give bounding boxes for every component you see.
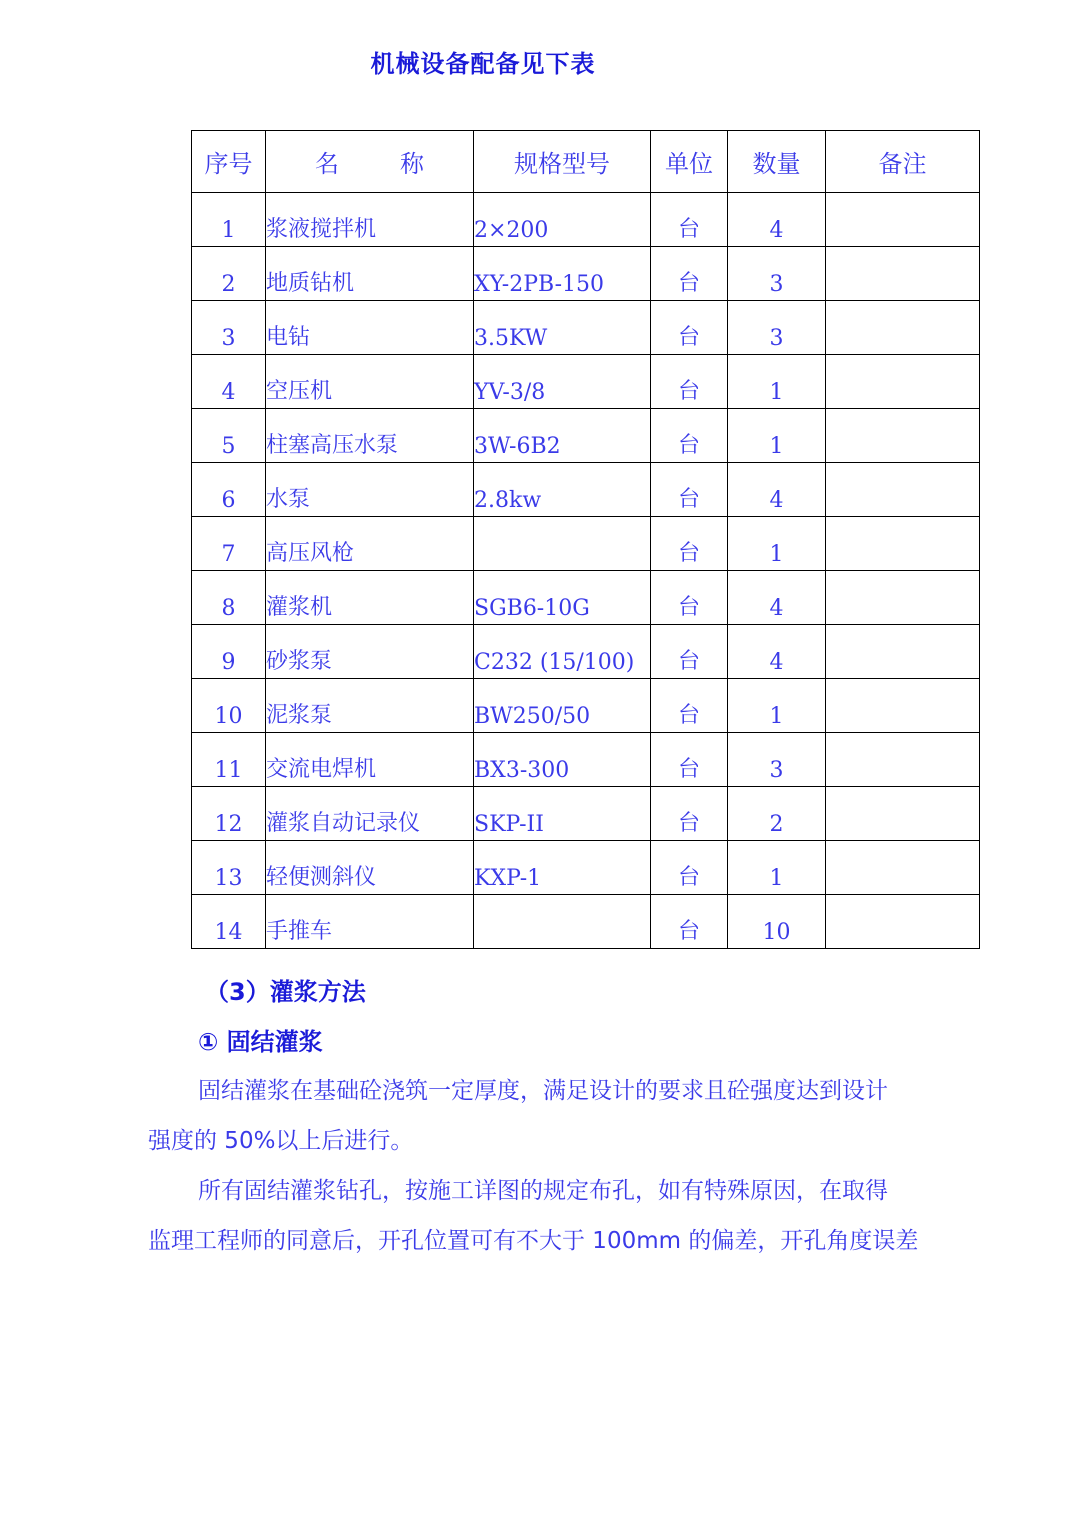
table-row bbox=[192, 787, 980, 841]
cell-no: 13 bbox=[192, 841, 266, 895]
table-row bbox=[192, 733, 980, 787]
paragraph-2-line-2: 监理工程师的同意后，开孔位置可有不大于 100mm 的偏差，开孔角度误差 bbox=[148, 1228, 919, 1254]
table-row bbox=[192, 895, 980, 949]
cell-no: 8 bbox=[192, 571, 266, 625]
table-row bbox=[192, 571, 980, 625]
table-row bbox=[192, 679, 980, 733]
cell-qty: 1 bbox=[728, 841, 826, 895]
cell-no: 3 bbox=[192, 301, 266, 355]
cell-spec: XY-2PB-150 bbox=[474, 247, 651, 301]
cell-qty: 1 bbox=[728, 355, 826, 409]
cell-unit: 台 bbox=[651, 841, 728, 895]
cell-name: 高压风枪 bbox=[266, 517, 474, 571]
table-row bbox=[192, 841, 980, 895]
cell-name: 泥浆泵 bbox=[266, 679, 474, 733]
cell-note bbox=[826, 895, 980, 949]
section-subheading: ① 固结灌浆 bbox=[198, 1028, 323, 1056]
cell-qty: 4 bbox=[728, 193, 826, 247]
cell-note bbox=[826, 409, 980, 463]
cell-name: 轻便测斜仪 bbox=[266, 841, 474, 895]
cell-qty: 2 bbox=[728, 787, 826, 841]
paragraph-1 bbox=[148, 1066, 948, 1166]
cell-name: 砂浆泵 bbox=[266, 625, 474, 679]
cell-note bbox=[826, 679, 980, 733]
cell-spec: SGB6-10G bbox=[474, 571, 651, 625]
cell-note bbox=[826, 625, 980, 679]
cell-name: 交流电焊机 bbox=[266, 733, 474, 787]
paragraph-1-line-2: 强度的 50%以上后进行。 bbox=[148, 1128, 414, 1154]
cell-spec: BX3-300 bbox=[474, 733, 651, 787]
cell-unit: 台 bbox=[651, 247, 728, 301]
cell-unit: 台 bbox=[651, 463, 728, 517]
cell-qty: 1 bbox=[728, 517, 826, 571]
cell-spec: 2.8kw bbox=[474, 463, 651, 517]
cell-qty: 1 bbox=[728, 679, 826, 733]
cell-spec: YV-3/8 bbox=[474, 355, 651, 409]
cell-name: 电钻 bbox=[266, 301, 474, 355]
page-title: 机械设备配备见下表 bbox=[370, 50, 596, 78]
header-name: 名 称 bbox=[266, 131, 474, 193]
cell-qty: 3 bbox=[728, 733, 826, 787]
paragraph-2 bbox=[148, 1166, 948, 1266]
table-row bbox=[192, 247, 980, 301]
table-header-row bbox=[192, 131, 980, 193]
cell-name: 水泵 bbox=[266, 463, 474, 517]
cell-qty: 3 bbox=[728, 301, 826, 355]
cell-note bbox=[826, 301, 980, 355]
cell-no: 11 bbox=[192, 733, 266, 787]
header-no: 序号 bbox=[192, 131, 266, 193]
cell-qty: 3 bbox=[728, 247, 826, 301]
section-heading: （3）灌浆方法 bbox=[205, 978, 366, 1006]
cell-note bbox=[826, 247, 980, 301]
cell-note bbox=[826, 463, 980, 517]
cell-no: 6 bbox=[192, 463, 266, 517]
paragraph-1-line-1: 固结灌浆在基础砼浇筑一定厚度，满足设计的要求且砼强度达到设计 bbox=[198, 1078, 888, 1104]
cell-no: 14 bbox=[192, 895, 266, 949]
cell-spec bbox=[474, 517, 651, 571]
cell-unit: 台 bbox=[651, 193, 728, 247]
cell-no: 9 bbox=[192, 625, 266, 679]
table-row bbox=[192, 193, 980, 247]
table-row bbox=[192, 355, 980, 409]
cell-qty: 1 bbox=[728, 409, 826, 463]
cell-no: 1 bbox=[192, 193, 266, 247]
cell-qty: 4 bbox=[728, 571, 826, 625]
cell-no: 5 bbox=[192, 409, 266, 463]
header-qty: 数量 bbox=[728, 131, 826, 193]
cell-spec: SKP-II bbox=[474, 787, 651, 841]
table-row bbox=[192, 625, 980, 679]
cell-qty: 10 bbox=[728, 895, 826, 949]
cell-unit: 台 bbox=[651, 733, 728, 787]
cell-unit: 台 bbox=[651, 301, 728, 355]
cell-no: 2 bbox=[192, 247, 266, 301]
header-spec: 规格型号 bbox=[474, 131, 651, 193]
cell-spec: KXP-1 bbox=[474, 841, 651, 895]
cell-qty: 4 bbox=[728, 463, 826, 517]
cell-name: 浆液搅拌机 bbox=[266, 193, 474, 247]
table-row bbox=[192, 517, 980, 571]
cell-note bbox=[826, 733, 980, 787]
cell-note bbox=[826, 193, 980, 247]
cell-unit: 台 bbox=[651, 355, 728, 409]
cell-name: 灌浆自动记录仪 bbox=[266, 787, 474, 841]
table-row bbox=[192, 409, 980, 463]
cell-no: 7 bbox=[192, 517, 266, 571]
cell-qty: 4 bbox=[728, 625, 826, 679]
cell-unit: 台 bbox=[651, 409, 728, 463]
cell-note bbox=[826, 517, 980, 571]
cell-unit: 台 bbox=[651, 625, 728, 679]
header-unit: 单位 bbox=[651, 131, 728, 193]
table-row bbox=[192, 301, 980, 355]
cell-unit: 台 bbox=[651, 517, 728, 571]
cell-no: 10 bbox=[192, 679, 266, 733]
cell-note bbox=[826, 571, 980, 625]
cell-note bbox=[826, 787, 980, 841]
cell-no: 12 bbox=[192, 787, 266, 841]
header-note: 备注 bbox=[826, 131, 980, 193]
cell-unit: 台 bbox=[651, 787, 728, 841]
cell-name: 空压机 bbox=[266, 355, 474, 409]
cell-spec: 3.5KW bbox=[474, 301, 651, 355]
cell-no: 4 bbox=[192, 355, 266, 409]
cell-note bbox=[826, 841, 980, 895]
cell-spec: 3W-6B2 bbox=[474, 409, 651, 463]
cell-spec: 2×200 bbox=[474, 193, 651, 247]
cell-unit: 台 bbox=[651, 679, 728, 733]
cell-name: 手推车 bbox=[266, 895, 474, 949]
cell-spec bbox=[474, 895, 651, 949]
cell-spec: C232 (15/100) bbox=[474, 625, 651, 679]
cell-name: 灌浆机 bbox=[266, 571, 474, 625]
cell-unit: 台 bbox=[651, 895, 728, 949]
cell-unit: 台 bbox=[651, 571, 728, 625]
table-row bbox=[192, 463, 980, 517]
cell-note bbox=[826, 355, 980, 409]
table-body bbox=[192, 193, 980, 949]
paragraph-2-line-1: 所有固结灌浆钻孔，按施工详图的规定布孔，如有特殊原因，在取得 bbox=[198, 1178, 888, 1204]
cell-spec: BW250/50 bbox=[474, 679, 651, 733]
cell-name: 地质钻机 bbox=[266, 247, 474, 301]
equipment-table bbox=[191, 130, 980, 949]
cell-name: 柱塞高压水泵 bbox=[266, 409, 474, 463]
